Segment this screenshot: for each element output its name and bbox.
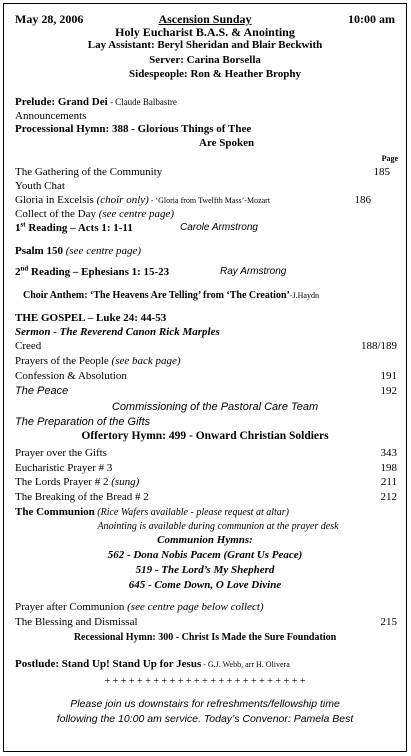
divider: + + + + + + + + + + + + + + + + + + + + + + + + +	[104, 676, 306, 687]
header-top-row	[4, 12, 406, 26]
footer-line-2: following the 10:00 am service. Today’s Convenor: Pamela Best	[56, 713, 354, 725]
page-number: 185	[373, 166, 390, 178]
processional-hymn-cont: Are Spoken	[199, 137, 255, 149]
service-date: May 28, 2006	[15, 12, 84, 26]
page-number: 188/189	[360, 340, 397, 352]
service-time: 10:00 am	[348, 12, 395, 26]
page-number: 212	[380, 491, 397, 503]
service-name: Holy Eucharist B.A.S. & Anointing	[115, 25, 295, 39]
bulletin-page: May 28, 2006 Ascension Sunday 10:00 am Holy Eucharist B.A.S. & Anointing Lay Assistant: Beryl Sheridan and Blair Beckwith Server: Carina Borsella Sidespeople: Ron & Heather Brophy Prelude: Grand Dei - Claude Balbastre Announcements Processional Hymn: 388 - Glorious Things of Thee Are Spoken Page The Gathering of the Community 185 Youth Chat Gloria in Excelsis (choir only) - ‘Gloria from Twelfth Mass’-Mozart 186 Collect of the Day (see centre page) 1st Reading – Acts 1: 1-11 Carole Armstrong Psalm 150 (see centre page) 2nd Reading – Ephesians 1: 15-23 Ray Armstrong Choir Anthem: ‘The Heavens Are Telling’ from ‘The Creation’-J.Haydn THE GOSPEL – Luke 24: 44-53 Sermon - The Reverend Canon Rick Marples Creed 188/189 Prayers of the People (see back page) Confession & Absolution 191 The Peace 192 Commissioning of the Pastoral Care Team The Preparation of the Gifts Offertory Hymn: 499 - Onward Christian Soldiers Prayer over the Gifts 343 Eucharistic Prayer # 3 198 The Lords Prayer # 2 (sung) 211 The Breaking of the Bread # 2 212 The Communion (Rice Wafers available - please request at altar) Anointing is available during communion at the prayer desk Communion Hymns: 562 - Dona Nobis Pacem (Grant Us Peace) 519 - The Lord’s My Shepherd 645 - Come Down, O Love Divine Prayer after Communion (see centre page below collect) The Blessing and Dismissal 215 Recessional Hymn: 300 - Christ Is Made the Sure Foundation Postlude: Stand Up! Stand Up for Jesus - G.J. Webb, arr H. Olivera + + + + + + + + + + + + + + + + + + + + + + + + + Please join us downstairs for refreshments/fellowship time following the 10:00 am service. Today’s Convenor: Pamela Best	[3, 3, 407, 752]
page-number: 191	[380, 370, 397, 382]
prelude-composer: - Claude Balbastre	[107, 97, 177, 107]
processional-hymn: Processional Hymn: 388 - Glorious Things of Thee	[15, 123, 252, 135]
page-number: 192	[380, 385, 397, 397]
page-number: 211	[380, 476, 397, 488]
reader-name: Carole Armstrong	[180, 222, 258, 233]
page-number: 343	[380, 447, 397, 459]
lay-assistant: Lay Assistant: Beryl Sheridan and Blair Beckwith	[87, 39, 323, 51]
announcements: Announcements	[15, 110, 87, 122]
page-number: 198	[380, 462, 397, 474]
reader-name: Ray Armstrong	[220, 266, 287, 277]
service-title: Ascension Sunday	[158, 12, 252, 26]
page-number: 186	[354, 194, 371, 206]
server: Server: Carina Borsella	[149, 54, 261, 66]
footer-line-1: Please join us downstairs for refreshments/fellowship time	[70, 698, 340, 710]
page-number: 215	[380, 616, 397, 628]
page-column-header: Page	[381, 154, 398, 163]
sidespeople: Sidespeople: Ron & Heather Brophy	[129, 68, 301, 80]
prelude-label: Prelude: Grand Dei	[15, 96, 108, 108]
